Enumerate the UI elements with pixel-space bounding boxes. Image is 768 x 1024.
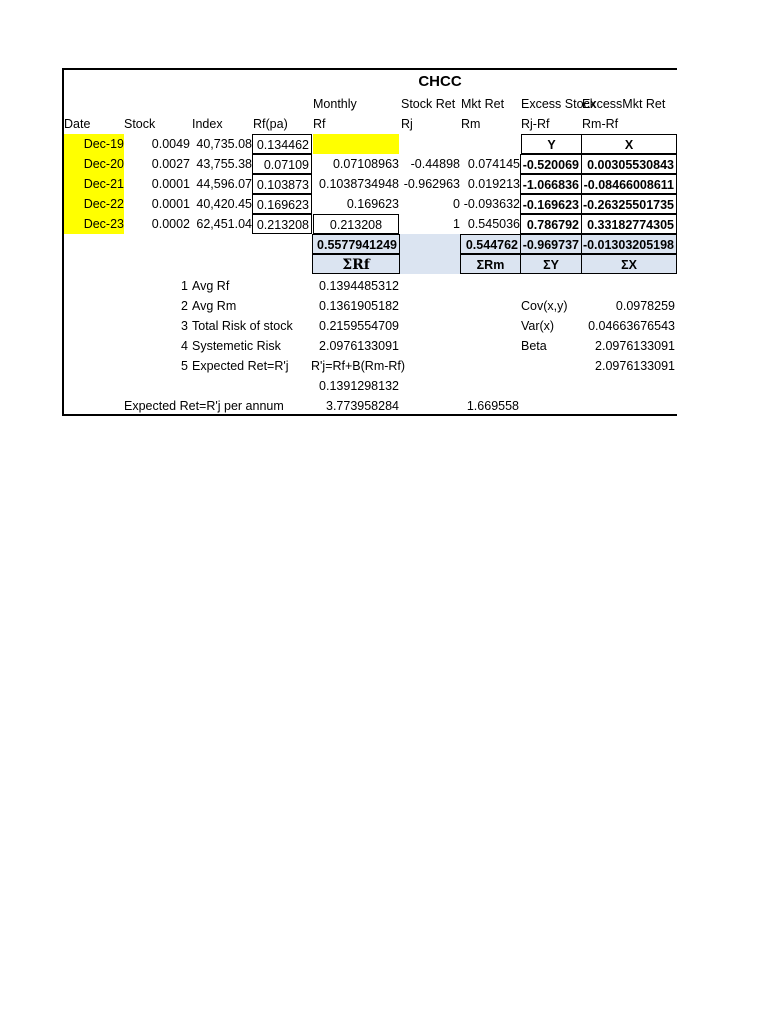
header-rm: Rm (461, 117, 481, 131)
sigma-gap (400, 254, 461, 274)
cell-x[interactable]: -0.26325501735 (581, 194, 677, 214)
cell-rf[interactable]: 0.07108963 (332, 157, 399, 171)
cell-date[interactable]: Dec-21 (64, 174, 124, 194)
per-annum-value2: 1.669558 (466, 399, 519, 413)
cell-rj[interactable]: -0.962963 (403, 177, 460, 191)
cell-index[interactable]: 44,596.07 (196, 177, 252, 191)
stat-number: 1 (181, 279, 188, 293)
cell-x[interactable]: 0.33182774305 (581, 214, 677, 234)
right-stat-value[interactable]: 0.0978259 (615, 299, 675, 313)
y-header: Y (521, 134, 582, 154)
cell-index[interactable]: 62,451.04 (196, 217, 252, 231)
stat-label: Avg Rm (192, 299, 237, 313)
sum-x: -0.01303205198 (581, 234, 677, 254)
cell-rj[interactable]: 0 (453, 197, 460, 211)
cell-y[interactable]: -0.520069 (520, 154, 582, 174)
cell-x[interactable]: 0.00305530843 (581, 154, 677, 174)
cell-rj[interactable]: 1 (453, 217, 460, 231)
cell-y[interactable]: -0.169623 (520, 194, 582, 214)
sum-y: -0.969737 (520, 234, 582, 254)
expected-ret-value: 0.1391298132 (319, 379, 399, 393)
header-mkt-ret: Mkt Ret (461, 97, 505, 111)
stat-value[interactable]: 2.0976133091 (319, 339, 399, 353)
per-annum-label: Expected Ret=R'j per annum (124, 399, 284, 413)
sum-rm: 0.544762 (460, 234, 521, 254)
per-annum-value: 3.773958284 (326, 399, 399, 413)
right-stat-value[interactable]: 2.0976133091 (595, 339, 675, 353)
cell-rf-pa[interactable]: 0.134462 (252, 134, 312, 154)
header-rj: Rj (401, 117, 413, 131)
sum-gap (400, 234, 461, 254)
cell-date[interactable]: Dec-20 (64, 154, 124, 174)
stat-value[interactable]: 0.1361905182 (319, 299, 399, 313)
stat-number: 5 (181, 359, 188, 373)
cell-rf-pa[interactable]: 0.169623 (252, 194, 312, 214)
header-date: Date (64, 117, 91, 131)
stat-value[interactable]: R'j=Rf+B(Rm-Rf) (311, 359, 406, 373)
header-rf-pa: Rf(pa) (253, 117, 288, 131)
cell-rj[interactable]: -0.44898 (410, 157, 460, 171)
cell-index[interactable]: 40,735.08 (196, 137, 252, 151)
right-stat-label: Beta (521, 339, 547, 353)
stat-label: Expected Ret=R'j (192, 359, 289, 373)
stat-value[interactable]: 0.2159554709 (319, 319, 399, 333)
sum-rf: 0.5577941249 (312, 234, 400, 254)
sigma-x-label: ΣX (581, 254, 677, 274)
header-monthly: Monthly (313, 97, 357, 111)
cell-index[interactable]: 43,755.38 (196, 157, 252, 171)
header-excess-stock: Excess Stock (521, 97, 597, 111)
right-stat-label: Cov(x,y) (521, 299, 568, 313)
sheet-title: CHCC (418, 73, 462, 90)
stat-label: Total Risk of stock (192, 319, 293, 333)
cell-date[interactable]: Dec-22 (64, 194, 124, 214)
cell-rm[interactable]: 0.545036 (467, 217, 520, 231)
cell-rf[interactable]: 0.1038734948 (319, 177, 399, 191)
stat-label: Systemetic Risk (192, 339, 281, 353)
cell-rm[interactable]: 0.074145 (467, 157, 520, 171)
header-rf: Rf (313, 117, 326, 131)
cell-rm[interactable]: -0.093632 (463, 197, 520, 211)
rf-empty-cell[interactable] (313, 134, 399, 154)
stat-value[interactable]: 0.1394485312 (319, 279, 399, 293)
cell-stock[interactable]: 0.0002 (151, 217, 190, 231)
cell-rf[interactable]: 0.169623 (346, 197, 399, 211)
stat-number: 4 (181, 339, 188, 353)
cell-stock[interactable]: 0.0027 (151, 157, 190, 171)
header-stock-ret: Stock Ret (401, 97, 456, 111)
cell-stock[interactable]: 0.0001 (151, 177, 190, 191)
stat-number: 2 (181, 299, 188, 313)
sigma-rf-label: ΣRf (312, 254, 400, 274)
cell-rf[interactable]: 0.213208 (313, 214, 399, 234)
cell-index[interactable]: 40,420.45 (196, 197, 252, 211)
cell-rf-pa[interactable]: 0.103873 (252, 174, 312, 194)
header-stock: Stock (124, 117, 156, 131)
stat-label: Avg Rf (192, 279, 230, 293)
stat-number: 3 (181, 319, 188, 333)
sigma-y-label: ΣY (520, 254, 582, 274)
cell-stock[interactable]: 0.0001 (151, 197, 190, 211)
x-header: X (581, 134, 677, 154)
header-excess-mkt: ExcessMkt Ret (582, 97, 666, 111)
cell-date[interactable]: Dec-23 (64, 214, 124, 234)
header-rm-rf: Rm-Rf (582, 117, 619, 131)
sigma-rm-label: ΣRm (460, 254, 521, 274)
right-stat-value[interactable]: 0.04663676543 (588, 319, 675, 333)
cell-y[interactable]: -1.066836 (520, 174, 582, 194)
cell-rm[interactable]: 0.019213 (467, 177, 520, 191)
cell-rf-pa[interactable]: 0.213208 (252, 214, 312, 234)
header-rj-rf: Rj-Rf (521, 117, 550, 131)
cell-date[interactable]: Dec-19 (64, 134, 124, 154)
right-stat-value[interactable]: 2.0976133091 (595, 359, 675, 373)
cell-x[interactable]: -0.08466008611 (581, 174, 677, 194)
cell-rf-pa[interactable]: 0.07109 (252, 154, 312, 174)
cell-stock[interactable]: 0.0049 (151, 137, 190, 151)
cell-y[interactable]: 0.786792 (520, 214, 582, 234)
right-stat-label: Var(x) (521, 319, 555, 333)
header-index: Index (192, 117, 223, 131)
